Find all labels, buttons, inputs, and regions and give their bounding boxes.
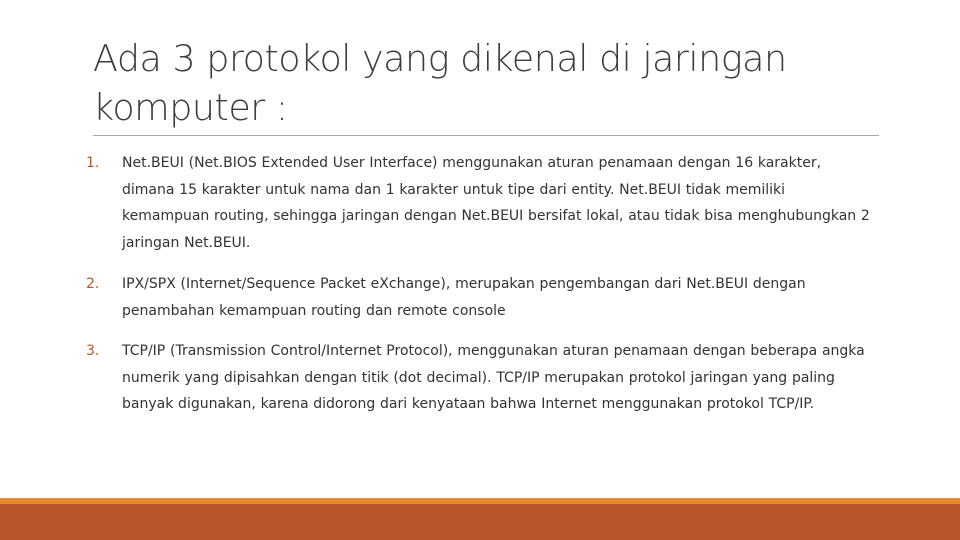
list-item-number: 2. <box>86 276 100 292</box>
list-item-number: 1. <box>86 155 100 171</box>
footer-accent-band <box>0 498 960 540</box>
list-item-number: 3. <box>86 343 100 359</box>
list-item-text: TCP/IP (Transmission Control/Internet Protocol), menggunakan aturan penamaan dengan beberapa angka numerik yang dipisahkan dengan titik (dot decimal). TCP/IP merupakan protokol jaringan yang paling banyak digunakan, karena didorong dari kenyataan bahwa Internet menggunakan protokol TCP/IP. <box>122 343 865 412</box>
list-item-text: Net.BEUI (Net.BIOS Extended User Interface) menggunakan aturan penamaan dengan 16 karakter, dimana 15 karakter untuk nama dan 1 karakter untuk tipe dari entity. Net.BEUI tidak memiliki kemampuan routing, sehingga jaringan dengan Net.BEUI bersifat lokal, atau tidak bisa menghubungkan 2 jaringan Net.BEUI. <box>122 155 870 251</box>
title-divider <box>93 135 879 136</box>
slide-title: Ada 3 protokol yang dikenal di jaringan komputer : <box>93 37 787 129</box>
footer-accent-highlight <box>0 498 960 504</box>
list-item-text: IPX/SPX (Internet/Sequence Packet eXchange), merupakan pengembangan dari Net.BEUI dengan penambahan kemampuan routing dan remote console <box>122 276 806 319</box>
